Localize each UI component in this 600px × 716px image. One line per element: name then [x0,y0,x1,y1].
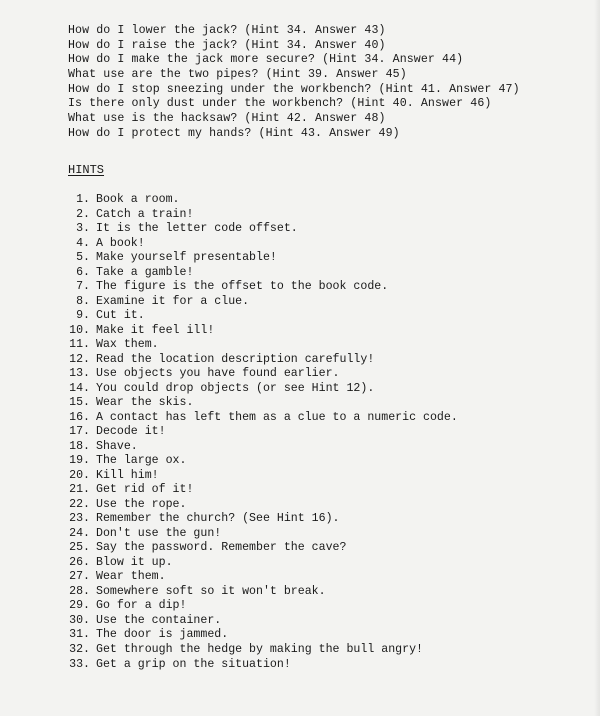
hint-number: 31. [69,628,90,642]
hint-item [64,295,584,310]
hint-item [64,585,584,600]
hint-number: 17. [69,425,90,439]
hint-item [64,353,584,368]
hint-text: Somewhere soft so it won't break. [96,584,326,598]
hint-item [64,280,584,295]
hint-number: 33. [69,657,90,671]
hint-item [64,324,584,339]
hint-text: Decode it! [96,425,166,439]
hint-item [64,498,584,513]
hint-number: 23. [69,512,90,526]
hint-number: 4. [76,236,90,250]
hint-number: 24. [69,526,90,540]
hint-item [64,382,584,397]
hint-item [64,411,584,426]
question-line: Is there only dust under the workbench? (Hint 40. Answer 46) [68,97,492,111]
hint-text: Make yourself presentable! [96,251,277,265]
hint-item [64,628,584,643]
hint-item [64,643,584,658]
hint-text: Make it feel ill! [96,323,215,337]
hint-text: Catch a train! [96,207,194,221]
hint-text: Remember the church? (See Hint 16). [96,512,340,526]
question-list [68,24,588,142]
hint-number: 25. [69,541,90,555]
question-line: How do I make the jack more secure? (Hint 34. Answer 44) [68,53,464,67]
hint-text: Blow it up. [96,555,173,569]
hint-item [64,193,584,208]
hints-heading: HINTS [68,163,105,177]
hint-number: 20. [69,468,90,482]
hint-text: Say the password. Remember the cave? [96,541,347,555]
hint-text: Use the rope. [96,497,187,511]
hint-text: Don't use the gun! [96,526,222,540]
hint-number: 3. [76,222,90,236]
hint-item [64,512,584,527]
hint-number: 21. [69,483,90,497]
question-line: How do I protect my hands? (Hint 43. Answer 49) [68,126,400,140]
hint-item [64,527,584,542]
hint-text: Use objects you have found earlier. [96,367,340,381]
question-line: How do I lower the jack? (Hint 34. Answer 43) [68,24,386,37]
hint-text: Examine it for a clue. [96,294,250,308]
hint-item [64,454,584,469]
hint-number: 18. [69,439,90,453]
hint-text: The door is jammed. [96,628,229,642]
hint-item [64,425,584,440]
hint-text: Book a room. [96,193,180,206]
hint-number: 32. [69,642,90,656]
hint-number: 27. [69,570,90,584]
hint-number: 28. [69,584,90,598]
hint-text: Get rid of it! [96,483,194,497]
hint-number: 19. [69,454,90,468]
hint-item [64,541,584,556]
hint-item [64,599,584,614]
hint-text: Wear them. [96,570,166,584]
hint-item [64,266,584,281]
question-line: What use is the hacksaw? (Hint 42. Answer 48) [68,112,386,126]
hint-number: 1. [76,193,90,206]
hint-text: Get through the hedge by making the bull angry! [96,642,423,656]
hint-number: 16. [69,410,90,424]
hint-number: 14. [69,381,90,395]
question-line: What use are the two pipes? (Hint 39. Answer 45) [68,68,407,82]
hint-text: Get a grip on the situation! [96,657,291,671]
hint-number: 30. [69,613,90,627]
hint-text: The figure is the offset to the book code. [96,280,389,294]
hint-item [64,570,584,585]
hint-text: Cut it. [96,309,145,323]
hint-text: A book! [96,236,145,250]
hint-number: 15. [69,396,90,410]
hint-text: Go for a dip! [96,599,187,613]
hint-number: 26. [69,555,90,569]
hints-list [64,193,584,672]
hint-item [64,658,584,673]
hint-number: 2. [76,207,90,221]
hint-text: Wax them. [96,338,159,352]
hint-text: The large ox. [96,454,187,468]
hint-text: A contact has left them as a clue to a numeric code. [96,410,458,424]
hint-number: 22. [69,497,90,511]
hint-number: 12. [69,352,90,366]
hint-number: 5. [76,251,90,265]
hint-number: 6. [76,265,90,279]
hint-number: 10. [69,323,90,337]
hint-number: 13. [69,367,90,381]
hint-item [64,614,584,629]
hint-item [64,556,584,571]
question-line: How do I raise the jack? (Hint 34. Answer 40) [68,38,386,52]
hint-item [64,309,584,324]
hint-item [64,440,584,455]
hint-text: Shave. [96,439,138,453]
hint-number: 9. [76,309,90,323]
page-edge-shadow [594,0,600,716]
hint-item [64,396,584,411]
hint-text: Wear the skis. [96,396,194,410]
hint-item [64,367,584,382]
hint-number: 7. [76,280,90,294]
hint-number: 29. [69,599,90,613]
hint-text: It is the letter code offset. [96,222,298,236]
hint-text: Read the location description carefully! [96,352,375,366]
hint-item [64,208,584,223]
hint-text: Use the container. [96,613,222,627]
hint-item [64,237,584,252]
hint-number: 11. [69,338,90,352]
hint-text: Take a gamble! [96,265,194,279]
hint-item [64,469,584,484]
hint-item [64,483,584,498]
hint-item [64,338,584,353]
hint-item [64,251,584,266]
hint-text: Kill him! [96,468,159,482]
question-line: How do I stop sneezing under the workbench? (Hint 41. Answer 47) [68,82,520,96]
hint-item [64,222,584,237]
hint-text: You could drop objects (or see Hint 12). [96,381,375,395]
hint-number: 8. [76,294,90,308]
